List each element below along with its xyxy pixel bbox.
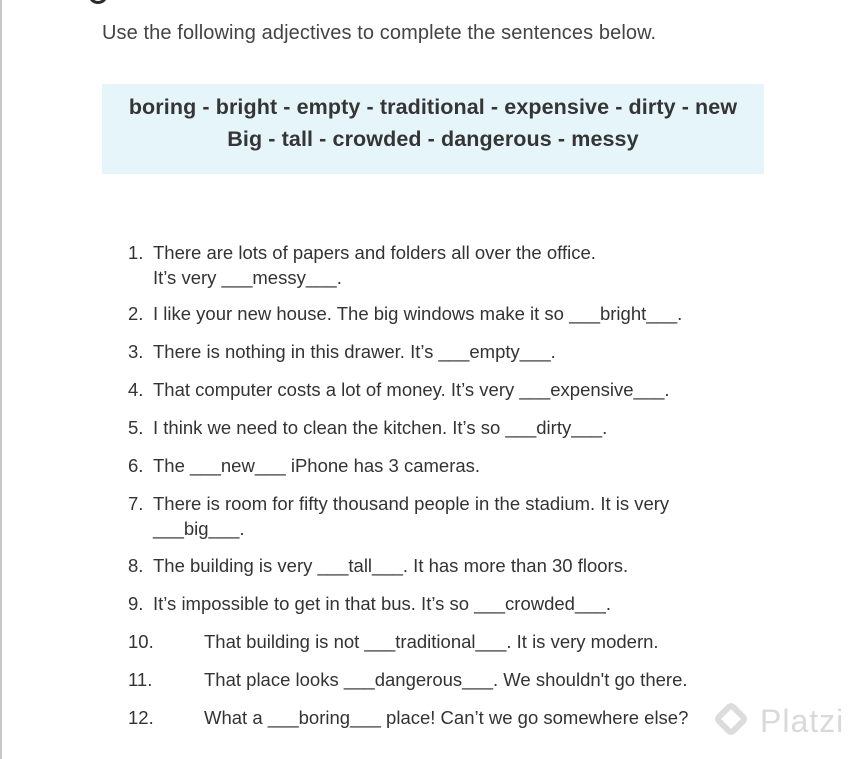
cropped-heading-glyph [88,0,108,4]
exercise-number: 3. [128,341,144,362]
exercise-item-11 [128,667,688,692]
exercise-item-5 [128,415,607,440]
exercise-sentence: The ___new___ iPhone has 3 cameras. [153,455,481,476]
platzi-logo-icon [713,701,750,738]
exercise-number: 1. [128,242,144,263]
word-bank-box [102,84,764,174]
exercise-item-2 [128,301,682,326]
exercise-number: 2. [128,303,144,324]
exercise-sentence: There are lots of papers and folders all over the office. [153,242,596,263]
exercise-sentence: I think we need to clean the kitchen. It’s so ___dirty___. [153,417,608,438]
exercise-sentence: That place looks ___dangerous___. We shouldn't go there. [204,669,688,690]
exercise-number: 4. [128,379,144,400]
exercise-item-1 [128,240,596,290]
platzi-watermark [712,700,862,750]
exercise-item-7 [128,491,669,541]
exercise-number: 10. [128,631,154,652]
exercise-number: 9. [128,593,144,614]
exercise-item-4 [128,377,670,402]
exercise-number: 6. [128,455,144,476]
exercise-sentence: That building is not ___traditional___. It is very modern. [204,631,659,652]
exercise-number: 5. [128,417,144,438]
exercise-number: 8. [128,555,144,576]
exercise-number: 12. [128,707,154,728]
exercise-sentence: There is nothing in this drawer. It’s ___empty___. [153,341,556,362]
exercise-item-9 [128,591,611,616]
exercise-sentence-continued: ___big___. [153,518,245,539]
exercise-sentence: I like your new house. The big windows make it so ___bright___. [153,303,683,324]
exercise-sentence: What a ___boring___ place! Can’t we go somewhere else? [204,707,689,728]
exercise-sentence: There is room for fifty thousand people in the stadium. It is very [153,493,670,514]
watermark-text: Platzi [760,703,845,739]
exercise-item-8 [128,553,628,578]
exercise-number: 7. [128,493,144,514]
exercise-number: 11. [128,669,153,690]
exercise-item-6 [128,453,480,478]
exercise-item-12 [128,705,688,730]
exercise-item-3 [128,339,556,364]
word-bank-line-1: boring - bright - empty - traditional - expensive - dirty - new [128,95,738,119]
exercise-item-10 [128,629,659,654]
instructions-text: Use the following adjectives to complete the sentences below. [102,22,657,44]
exercise-sentence: That computer costs a lot of money. It’s very ___expensive___. [153,379,670,400]
word-bank-line-2: Big - tall - crowded - dangerous - messy [227,127,639,151]
page-edge-divider [0,0,2,759]
exercise-sentence: It’s impossible to get in that bus. It’s so ___crowded___. [153,593,611,614]
exercise-sentence-continued: It’s very ___messy___. [153,267,342,288]
exercise-sentence: The building is very ___tall___. It has more than 30 floors. [153,555,629,576]
